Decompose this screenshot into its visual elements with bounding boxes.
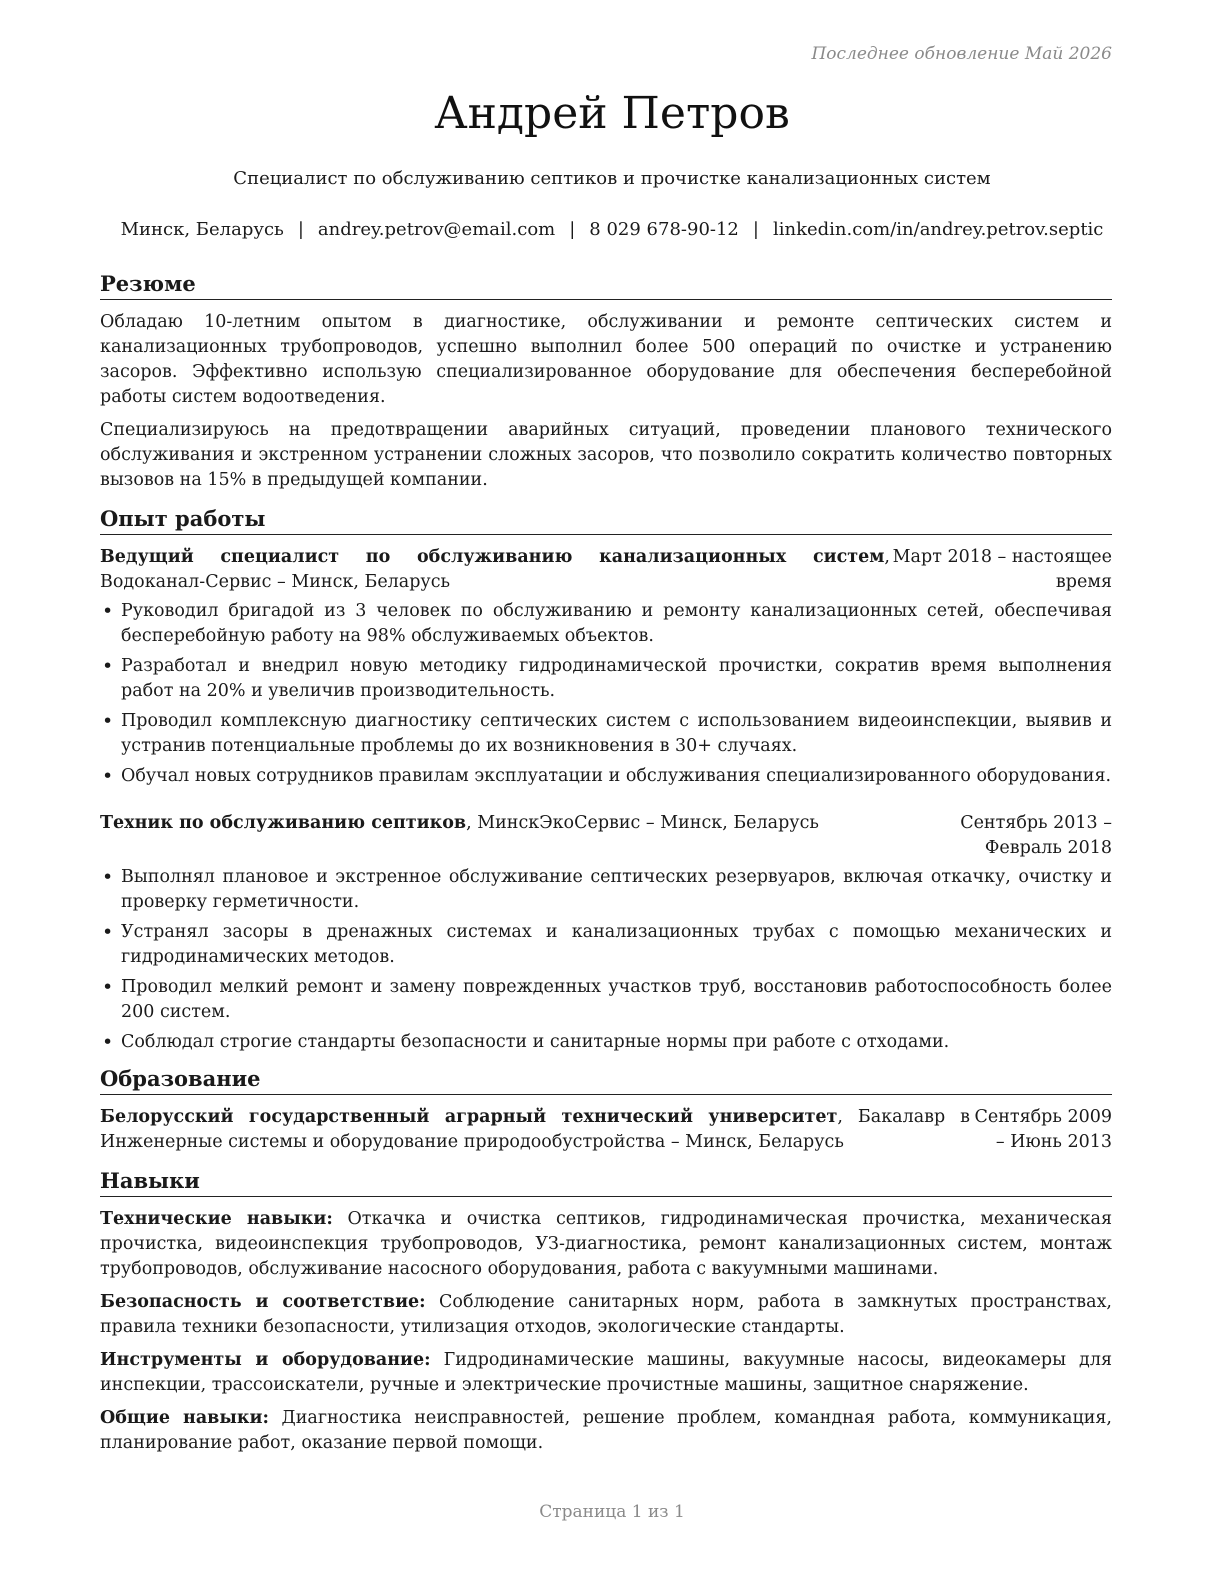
section-title-experience: Опыт работы [100, 505, 1112, 535]
skill-label: Инструменты и оборудование: [100, 1350, 431, 1370]
list-item: • Проводил комплексную диагностику септических систем с использованием видеоинспекции, выявив и устранив потенциальные проблемы до их возникновения в 30+ случаях. [100, 709, 1112, 759]
job-company: , МинскЭкоСервис – Минск, Беларусь [466, 813, 819, 833]
contact-separator: | [297, 219, 304, 240]
resume-content [100, 270, 1112, 1464]
contact-separator: | [752, 219, 759, 240]
list-item: • Разработал и внедрил новую методику гидродинамической прочистки, сократив время выполнения работ на 20% и увеличив производительность. [100, 654, 1112, 704]
page-number: Страница 1 из 1 [539, 1502, 685, 1522]
section-title-education: Образование [100, 1065, 1112, 1095]
job-dates: Сентябрь 2013 – Февраль 2018 [960, 813, 1112, 858]
job-position: Ведущий специалист по обслуживанию канализационных систем [100, 547, 885, 567]
education-entry [100, 1105, 1112, 1155]
job-header [100, 811, 1112, 861]
job-bullets [100, 865, 1112, 1055]
skill-label: Технические навыки: [100, 1209, 333, 1229]
list-item: • Руководил бригадой из 3 человек по обслуживанию и ремонту канализационных сетей, обеспечивая бесперебойную работу на 98% обслуживаемых объектов. [100, 599, 1112, 649]
skill-text: Откачка и очистка септиков, гидродинамическая прочистка, механическая прочистка, видеоинспекция трубопроводов, УЗ-диагностика, ремонт канализационных систем, монтаж трубопроводов, обслуживание насосного оборудования, работа с вакуумными машинами. [100, 1209, 1112, 1279]
skill-text: Диагностика неисправностей, решение проблем, командная работа, коммуникация, планирование работ, оказание первой помощи. [100, 1408, 1112, 1453]
job-position: Техник по обслуживанию септиков [100, 813, 467, 833]
list-item: • Обучал новых сотрудников правилам эксплуатации и обслуживания специализированного оборудования. [100, 764, 1112, 789]
summary-paragraph: Специализируюсь на предотвращении аварийных ситуаций, проведении планового технического обслуживания и экстренном устранении сложных засоров, что позволило сократить количество повторных вызовов на 15% в предыдущей компании. [100, 420, 1112, 490]
skill-label: Общие навыки: [100, 1408, 269, 1428]
education-institution: Белорусский государственный аграрный технический университет [100, 1107, 838, 1127]
contact-line [0, 219, 1224, 240]
person-name: Андрей Петров [434, 88, 790, 139]
job-company: , Водоканал-Сервис – Минск, Беларусь [100, 547, 890, 592]
skill-group [100, 1207, 1112, 1282]
skill-group [100, 1348, 1112, 1398]
contact-location: Минск, Беларусь [120, 219, 284, 240]
education-dates: Сентябрь 2009 – Июнь 2013 [974, 1107, 1112, 1152]
job-header [100, 545, 1112, 595]
list-item: • Устранял засоры в дренажных системах и канализационных трубах с помощью механических и гидродинамических методов. [100, 920, 1112, 970]
last-updated: Последнее обновление Май 2026 [811, 44, 1112, 64]
list-item: • Соблюдал строгие стандарты безопасности и санитарные нормы при работе с отходами. [100, 1030, 1112, 1055]
contact-email[interactable]: andrey.petrov@email.com [317, 219, 556, 240]
education-details: , Бакалавр в Инженерные системы и оборудование природообустройства – Минск, Беларусь [100, 1107, 971, 1152]
job-bullets [100, 599, 1112, 789]
job-dates: Март 2018 – настоящее время [892, 547, 1112, 592]
skill-group [100, 1290, 1112, 1340]
skill-text: Гидродинамические машины, вакуумные насосы, видеокамеры для инспекции, трассоискатели, ручные и электрические прочистные машины, защитное снаряжение. [100, 1350, 1112, 1395]
section-title-summary: Резюме [100, 270, 1112, 300]
list-item: • Проводил мелкий ремонт и замену поврежденных участков труб, восстановив работоспособность более 200 систем. [100, 975, 1112, 1025]
contact-linkedin[interactable]: linkedin.com/in/andrey.petrov.septic [772, 219, 1104, 240]
summary-paragraph: Обладаю 10-летним опытом в диагностике, обслуживании и ремонте септических систем и канализационных трубопроводов, успешно выполнил более 500 операций по очистке и устранению засоров. Эффективно использую специализированное оборудование для обеспечения бесперебойной работы систем водоотведения. [100, 312, 1112, 407]
skill-group [100, 1406, 1112, 1456]
list-item: • Выполнял плановое и экстренное обслуживание септических резервуаров, включая откачку, очистку и проверку герметичности. [100, 865, 1112, 915]
contact-separator: | [569, 219, 576, 240]
skill-text: Соблюдение санитарных норм, работа в замкнутых пространствах, правила техники безопасности, утилизация отходов, экологические стандарты. [100, 1292, 1112, 1337]
contact-phone[interactable]: 8 029 678-90-12 [589, 219, 739, 240]
job-subtitle: Специалист по обслуживанию септиков и прочистке канализационных систем [233, 168, 991, 189]
section-title-skills: Навыки [100, 1167, 1112, 1197]
skill-label: Безопасность и соответствие: [100, 1292, 426, 1312]
